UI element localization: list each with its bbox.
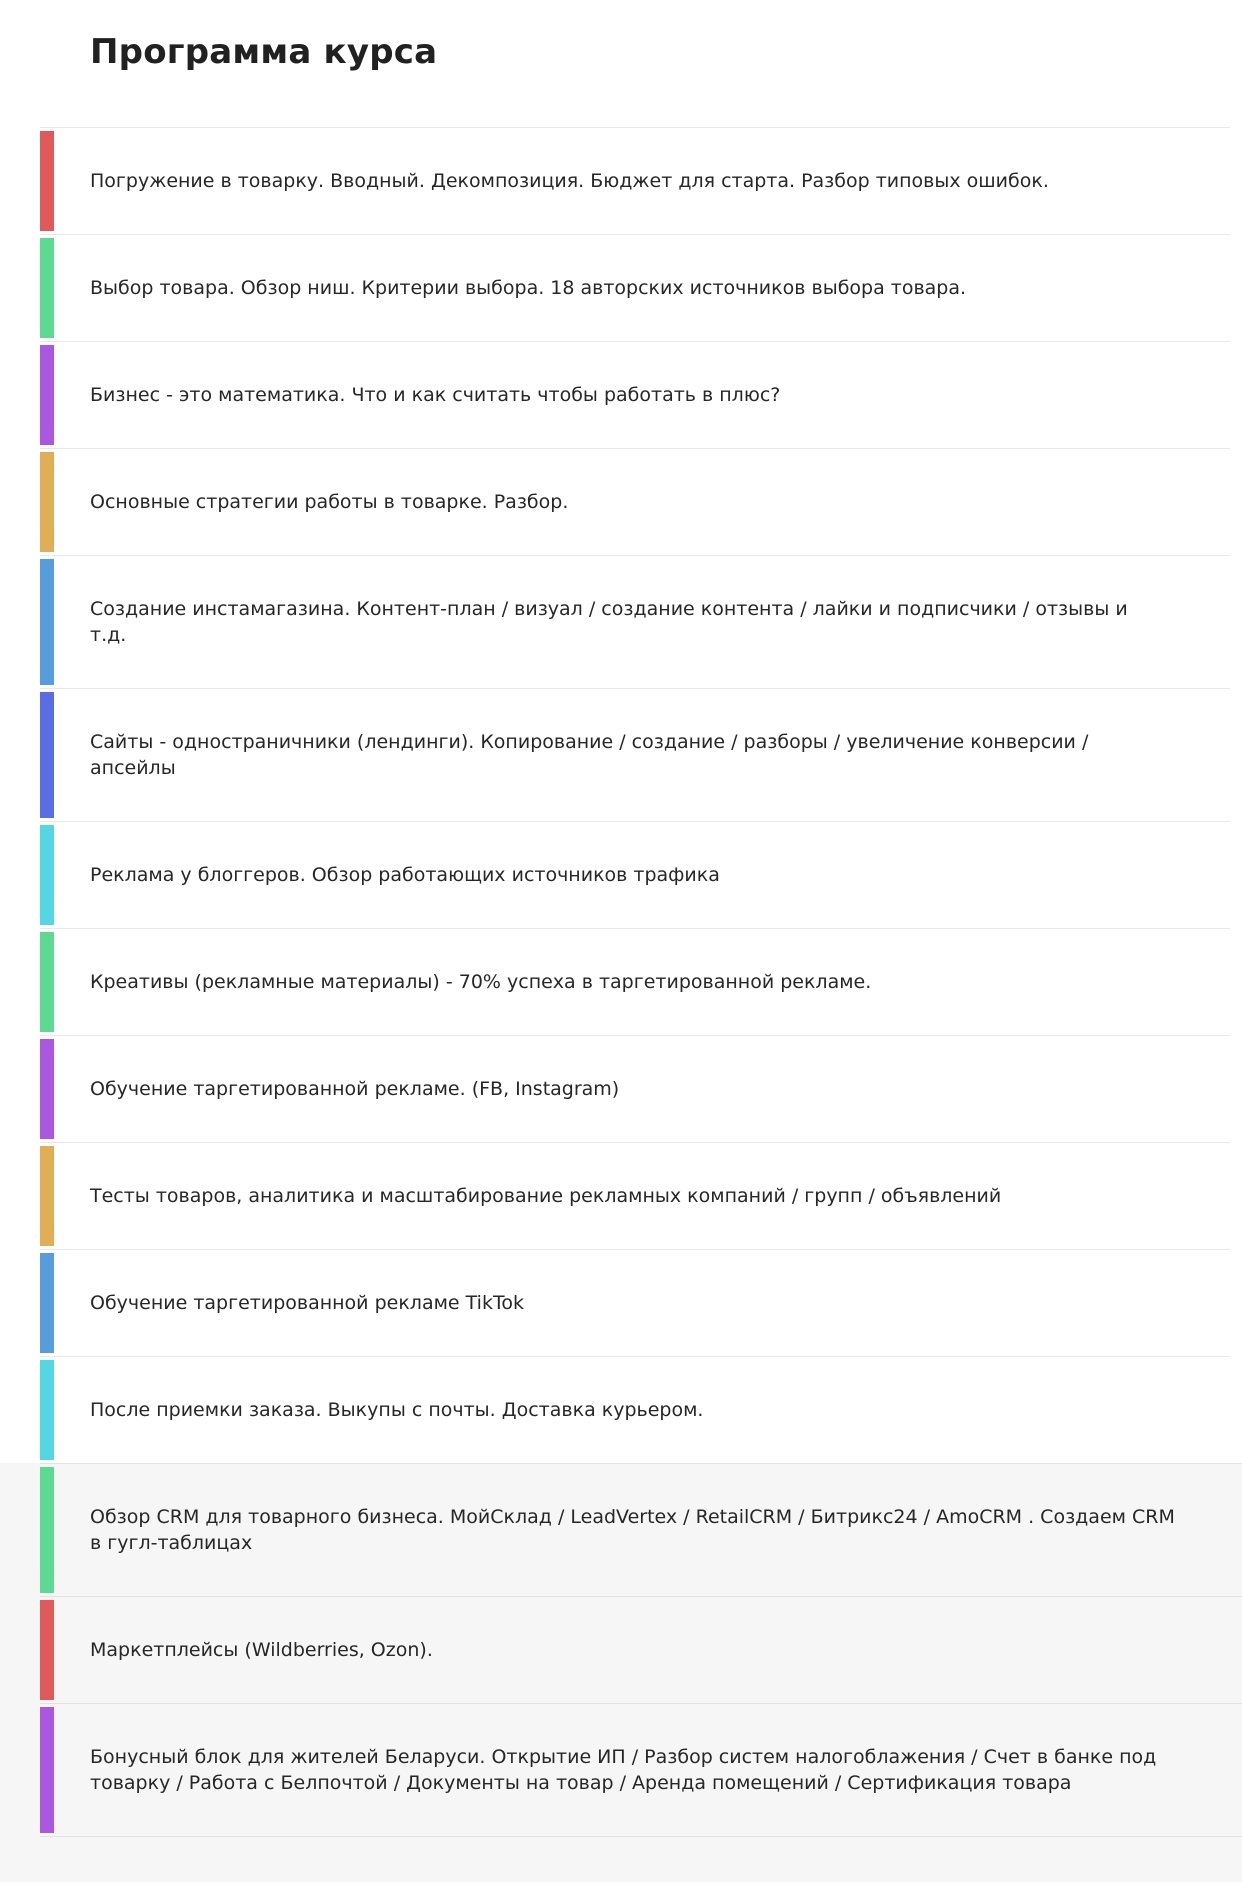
course-item-text: Основные стратегии работы в товарке. Разбор. <box>90 491 569 513</box>
color-stripe <box>40 1360 54 1460</box>
course-item-text: Обучение таргетированной рекламе TikTok <box>90 1292 524 1314</box>
course-item <box>40 341 1230 448</box>
course-item-text: Маркетплейсы (Wildberries, Ozon). <box>90 1639 433 1661</box>
course-list-bottom-section <box>0 1463 1242 1882</box>
color-stripe <box>40 825 54 925</box>
course-item-text: Выбор товара. Обзор ниш. Критерии выбора. 18 авторских источников выбора товара. <box>90 277 967 299</box>
course-item <box>40 688 1230 821</box>
course-item <box>40 127 1230 234</box>
course-item <box>40 448 1230 555</box>
page-title: Программа курса <box>90 32 438 72</box>
course-item-text: Обзор CRM для товарного бизнеса. МойСклад / LeadVertex / RetailCRM / Битрикс24 / AmoCRM . Создаем CRM в гугл-таблицах <box>90 1506 1175 1554</box>
course-list-top <box>0 127 1242 1463</box>
course-item <box>40 234 1230 341</box>
course-item <box>40 1249 1230 1356</box>
course-item-text: Реклама у блоггеров. Обзор работающих источников трафика <box>90 864 720 886</box>
course-item <box>40 821 1230 928</box>
course-item-text: Тесты товаров, аналитика и масштабирование рекламных компаний / групп / объявлений <box>90 1185 1002 1207</box>
color-stripe <box>40 1039 54 1139</box>
course-item <box>40 928 1230 1035</box>
course-item-text: Погружение в товарку. Вводный. Декомпозиция. Бюджет для старта. Разбор типовых ошибок. <box>90 170 1049 192</box>
course-item <box>40 1596 1242 1703</box>
course-item-text: После приемки заказа. Выкупы с почты. Доставка курьером. <box>90 1399 704 1421</box>
color-stripe <box>40 559 54 685</box>
course-item-text: Креативы (рекламные материалы) - 70% успеха в таргетированной рекламе. <box>90 971 872 993</box>
color-stripe <box>40 452 54 552</box>
color-stripe <box>40 131 54 231</box>
course-item <box>40 555 1230 688</box>
course-item <box>40 1356 1230 1463</box>
course-item-text: Сайты - одностраничники (лендинги). Копирование / создание / разборы / увеличение конверсии / апсейлы <box>90 731 1089 779</box>
course-item-text: Бизнес - это математика. Что и как считать чтобы работать в плюс? <box>90 384 781 406</box>
course-item <box>40 1035 1230 1142</box>
course-item-text: Создание инстамагазина. Контент-план / визуал / создание контента / лайки и подписчики / отзывы и т.д. <box>90 598 1128 646</box>
color-stripe <box>40 1600 54 1700</box>
color-stripe <box>40 1146 54 1246</box>
color-stripe <box>40 1707 54 1833</box>
course-item <box>40 1703 1242 1837</box>
course-list-bottom <box>0 1463 1242 1837</box>
color-stripe <box>40 345 54 445</box>
course-item <box>40 1463 1242 1596</box>
course-item-text: Обучение таргетированной рекламе. (FB, Instagram) <box>90 1078 620 1100</box>
color-stripe <box>40 692 54 818</box>
color-stripe <box>40 238 54 338</box>
course-item <box>40 1142 1230 1249</box>
color-stripe <box>40 1253 54 1353</box>
course-item-text: Бонусный блок для жителей Беларуси. Открытие ИП / Разбор систем налогоблажения / Счет в банке под товарку / Работа с Белпочтой / Документы на товар / Аренда помещений / Сертификация товара <box>90 1746 1157 1794</box>
color-stripe <box>40 1467 54 1593</box>
color-stripe <box>40 932 54 1032</box>
